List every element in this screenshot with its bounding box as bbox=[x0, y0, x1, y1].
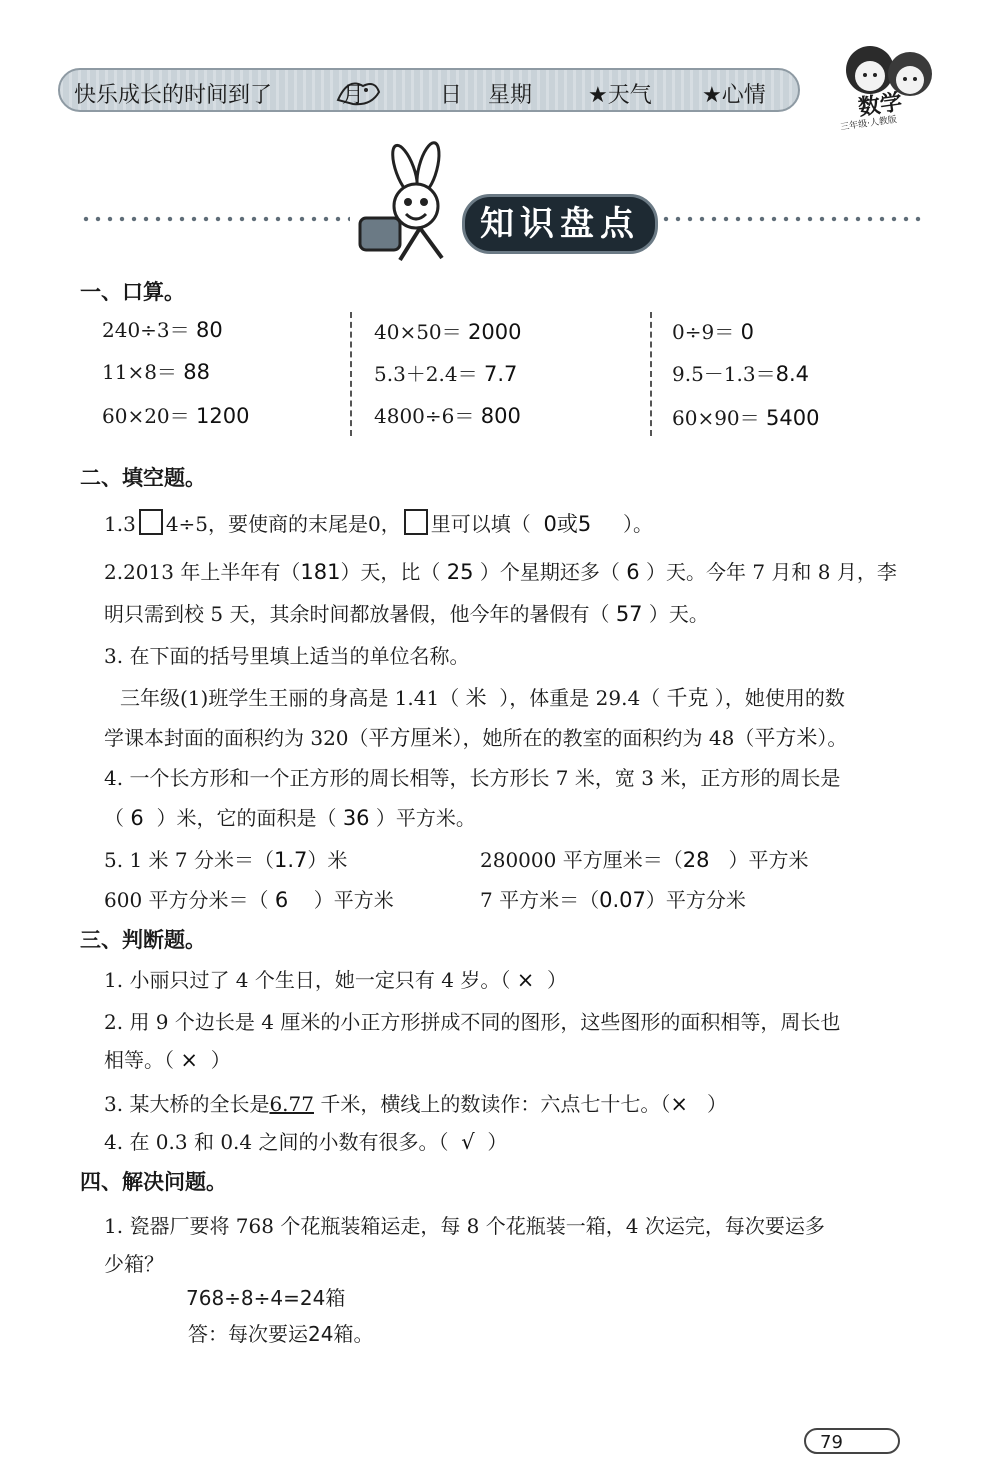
part2-heading: 二、填空题。 bbox=[80, 466, 206, 490]
calc-item-1: 240÷3＝ 80 bbox=[102, 318, 223, 342]
calc-item-4: 40×50＝ 2000 bbox=[374, 320, 522, 344]
calc-item-7: 0÷9＝ 0 bbox=[672, 320, 754, 344]
header-weekday: 星期 bbox=[488, 83, 533, 108]
fill-q3-title: 3. 在下面的括号里填上适当的单位名称。 bbox=[104, 644, 470, 668]
header-day: 日 bbox=[440, 83, 463, 108]
header-weather: ★天气 bbox=[588, 83, 652, 108]
problem-q1-line2: 少箱？ bbox=[104, 1252, 164, 1276]
part1-heading: 一、口算。 bbox=[80, 280, 185, 304]
fill-q1: 1.3 4÷5，要使商的末尾是0， 里可以填（ 0或5 ）。 bbox=[104, 508, 653, 538]
header-banner bbox=[58, 68, 800, 112]
blank-box bbox=[404, 509, 428, 535]
calc-item-9: 60×90＝ 5400 bbox=[672, 406, 820, 430]
fill-q5-c: 600 平方分米＝（ 6 ）平方米 bbox=[104, 888, 394, 912]
subject-label: 数学 bbox=[856, 90, 904, 121]
header-month: 月 bbox=[342, 83, 365, 108]
problem-q1-work: 768÷8÷4=24箱 bbox=[186, 1286, 346, 1310]
judge-q2-line1: 2. 用 9 个边长是 4 厘米的小正方形拼成不同的图形，这些图形的面积相等，周长也 bbox=[104, 1010, 841, 1034]
rabbit-mascot-icon bbox=[350, 140, 480, 270]
part3-heading: 三、判断题。 bbox=[80, 928, 206, 952]
fill-q4-line1: 4. 一个长方形和一个正方形的周长相等，长方形长 7 米，宽 3 米，正方形的周长是 bbox=[104, 766, 841, 790]
fill-q5-a: 5. 1 米 7 分米＝（1.7）米 bbox=[104, 848, 348, 872]
fill-q4-line2: （ 6 ）米，它的面积是（ 36 ）平方米。 bbox=[104, 806, 476, 830]
fill-q2-line2: 明只需到校 5 天，其余时间都放暑假，他今年的暑假有（ 57 ）天。 bbox=[104, 602, 709, 626]
fill-q5-b: 280000 平方厘米＝（28 ）平方米 bbox=[480, 848, 809, 872]
fill-q3-line1: 三年级(1)班学生王丽的身高是 1.41（ 米 ），体重是 29.4（ 千克 ），她使用的数 bbox=[120, 686, 845, 710]
section-title: 知识盘点 bbox=[462, 194, 658, 254]
column-divider bbox=[650, 312, 652, 436]
judge-q3: 3. 某大桥的全长是6.77 千米，横线上的数读作：六点七十七。（× ） bbox=[104, 1092, 728, 1116]
judge-q1: 1. 小丽只过了 4 个生日，她一定只有 4 岁。（ × ） bbox=[104, 968, 568, 992]
problem-q1-answer: 答：每次要运24箱。 bbox=[188, 1322, 374, 1346]
dots-divider-left bbox=[80, 214, 350, 224]
column-divider bbox=[350, 312, 352, 436]
judge-q2-line2: 相等。（ × ） bbox=[104, 1048, 231, 1072]
header-slogan: 快乐成长的时间到了 bbox=[74, 83, 273, 108]
calc-item-3: 60×20＝ 1200 bbox=[102, 404, 250, 428]
fill-q3-line2: 学课本封面的面积约为 320（平方厘米），她所在的教室的面积约为 48（平方米）。 bbox=[104, 726, 848, 750]
fill-q5-d: 7 平方米＝（0.07）平方分米 bbox=[480, 888, 746, 912]
blank-box bbox=[139, 509, 163, 535]
judge-q4: 4. 在 0.3 和 0.4 之间的小数有很多。（ √ ） bbox=[104, 1130, 508, 1154]
header-mood: ★心情 bbox=[702, 83, 766, 108]
problem-q1-line1: 1. 瓷器厂要将 768 个花瓶装箱运走，每 8 个花瓶装一箱，4 次运完，每次要运多 bbox=[104, 1214, 825, 1238]
fill-q2-line1: 2.2013 年上半年有（181）天，比（ 25 ）个星期还多（ 6 ）天。今年 7 月和 8 月，李 bbox=[104, 560, 897, 584]
calc-item-6: 4800÷6＝ 800 bbox=[374, 404, 521, 428]
part4-heading: 四、解决问题。 bbox=[80, 1170, 227, 1194]
calc-item-2: 11×8＝ 88 bbox=[102, 360, 211, 384]
grade-edition-label: 三年级·人教版 bbox=[839, 115, 898, 133]
page-number: 79 bbox=[804, 1428, 900, 1454]
dots-divider-right bbox=[660, 214, 922, 224]
calc-item-8: 9.5－1.3＝8.4 bbox=[672, 362, 810, 386]
calc-item-5: 5.3＋2.4＝ 7.7 bbox=[374, 362, 518, 386]
